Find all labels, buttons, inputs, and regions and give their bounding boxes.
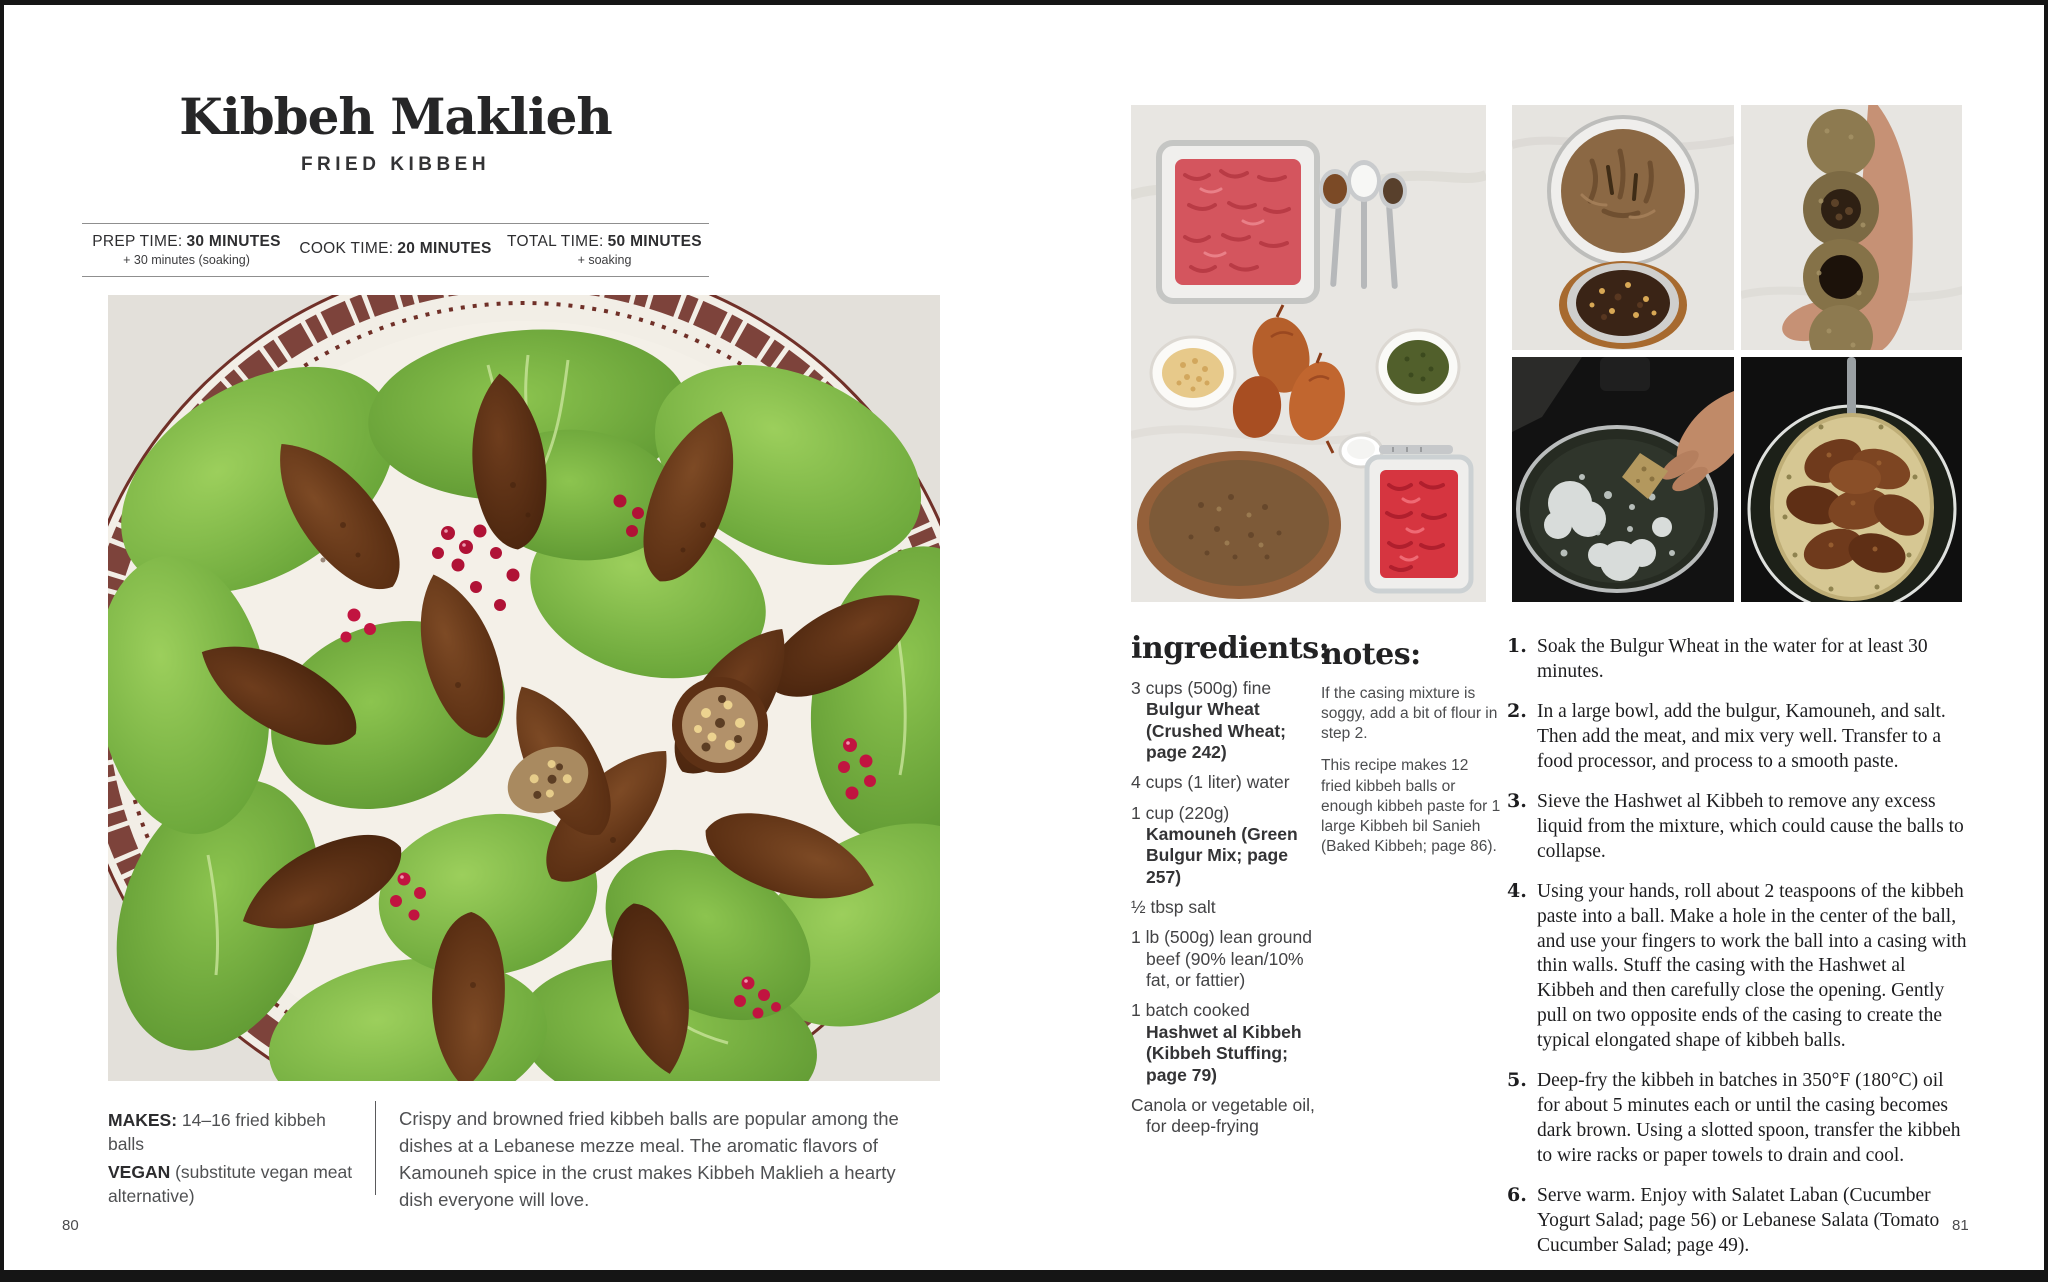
time-cell [82, 224, 291, 276]
step-number: 1. [1507, 635, 1527, 657]
page-number-right: 81 [1952, 1217, 1969, 1234]
cut-open-kibbeh-round [672, 677, 768, 773]
time-cell [500, 224, 709, 276]
ingredient-item: 3 cups (500g) fine Bulgur Wheat (Crushed Wheat; page 242) [1131, 678, 1286, 763]
notes-heading: notes: [1321, 637, 1421, 672]
time-label: TOTAL TIME: [507, 233, 604, 250]
step-number: 3. [1507, 789, 1527, 812]
time-note: + soaking [577, 253, 632, 267]
step-number: 5. [1507, 1069, 1527, 1092]
ingredients-column [1131, 631, 1330, 1147]
step-text: Deep-fry the kibbeh in batches in 350°F (180°C) oil for about 5 minutes each or until the casing becomes dark brown. Using a slotted spoon, transfer the kibbeh to wire racks or paper towels to drain and cool. [1537, 1070, 1961, 1167]
ingredients-flatlay-photo [1131, 105, 1486, 602]
green-spice-cup [1377, 330, 1459, 404]
time-value: 50 MINUTES [607, 233, 702, 250]
time-label: COOK TIME: [299, 240, 394, 257]
ingredients-list [1131, 678, 1315, 1138]
photo-hand-holding-kibbeh-casings [1741, 105, 1963, 350]
photo-deep-frying-kibbeh [1512, 357, 1734, 602]
page-title: Kibbeh Maklieh [179, 87, 612, 146]
notes-column [1321, 637, 1501, 869]
instruction-step [1507, 700, 1967, 775]
vegan-value: (substitute vegan meat alternative) [108, 1162, 353, 1207]
recipe-description: Crispy and browned fried kibbeh balls are popular among the dishes at a Lebanese mezze meal. The aromatic flavors of Kamouneh spice in the crust makes Kibbeh Maklieh a hearty dish everyone will love. [399, 1108, 899, 1210]
time-line [507, 233, 702, 251]
time-label: PREP TIME: [92, 233, 183, 250]
step-text: Sieve the Hashwet al Kibbeh to remove any excess liquid from the mixture, which could cause the balls to collapse. [1537, 790, 1964, 862]
step-text: Soak the Bulgur Wheat in the water for at least 30 minutes. [1537, 636, 1928, 682]
recipe-subtitle: FRIED KIBBEH [300, 153, 491, 175]
ingredient-item: 4 cups (1 liter) water [1131, 772, 1290, 793]
step-text: Using your hands, roll about 2 teaspoons of the kibbeh paste into a ball. Make a hole in the center of the ball, and use your fingers to work the ball into a casing with thin walls. Stuff the casing with the Hashwet al Kibbeh and then carefully close the opening. Gently pull on two opposite ends of the casing to create the typical elongated shape of kibbeh balls. [1537, 880, 1967, 1052]
page-number-left: 80 [62, 1217, 79, 1234]
time-value: 20 MINUTES [397, 240, 492, 257]
time-line [299, 240, 491, 258]
makes-block [108, 1108, 366, 1209]
vegan-label: VEGAN [108, 1162, 171, 1183]
step-number: 2. [1507, 699, 1527, 722]
bulgur-oval-bowl [1137, 451, 1341, 599]
ground-meat-glass-dish [1159, 143, 1317, 301]
vegan-row [108, 1160, 366, 1208]
step-text: Serve warm. Enjoy with Salatet Laban (Cucumber Yogurt Salad; page 56) or Lebanese Salata (Tomato Cucumber Salad; page 49). [1537, 1185, 1940, 1257]
vertical-divider [375, 1101, 376, 1195]
time-value: 30 MINUTES [186, 233, 281, 250]
photo-kibbeh-paste-and-stuffing [1512, 105, 1734, 350]
time-line [92, 233, 281, 251]
note-paragraph: This recipe makes 12 fried kibbeh balls or enough kibbeh paste for 1 large Kibbeh bil Sanieh (Baked Kibbeh; page 86). [1321, 757, 1501, 855]
note-paragraph: If the casing mixture is soggy, add a bit of flour in step 2. [1321, 685, 1498, 743]
time-cell [291, 224, 500, 276]
ingredient-item: 1 cup (220g) Kamouneh (Green Bulgur Mix; page 257) [1131, 802, 1298, 887]
red-mince-glass-dish [1367, 457, 1471, 591]
notes-list [1321, 684, 1501, 857]
title-block [82, 87, 709, 176]
photo-fried-kibbeh-on-skimmer [1741, 357, 1963, 602]
ingredient-item: 1 batch cooked Hashwet al Kibbeh (Kibbeh Stuffing; page 79) [1131, 1000, 1302, 1085]
instruction-step [1507, 880, 1967, 1055]
instruction-step [1507, 1069, 1967, 1169]
makes-label: MAKES: [108, 1110, 178, 1130]
instruction-step [1507, 1184, 1967, 1259]
ingredient-item: Canola or vegetable oil, for deep-frying [1131, 1094, 1315, 1137]
time-note: + 30 minutes (soaking) [123, 253, 250, 267]
step-number: 6. [1507, 1184, 1527, 1207]
instruction-step [1507, 790, 1967, 865]
step-text: In a large bowl, add the bulgur, Kamouneh, and salt. Then add the meat, and mix very well. Transfer to a food processor, and process to a smooth paste. [1537, 700, 1946, 772]
plated-kibbeh-photo [108, 295, 940, 1081]
instructions-column [1507, 635, 1967, 1274]
pine-nuts-bowl [1151, 337, 1235, 409]
step-number: 4. [1507, 879, 1527, 902]
makes-row [108, 1108, 366, 1156]
ingredients-heading: ingredients: [1131, 631, 1330, 666]
time-bar [82, 223, 709, 277]
makes-value: 14–16 fried kibbeh balls [108, 1110, 326, 1155]
step-photo-grid [1512, 105, 1962, 602]
ingredient-item: ½ tbsp salt [1131, 897, 1216, 918]
ingredient-item: 1 lb (500g) lean ground beef (90% lean/10% fat, or fattier) [1131, 927, 1312, 991]
instruction-step [1507, 635, 1967, 685]
